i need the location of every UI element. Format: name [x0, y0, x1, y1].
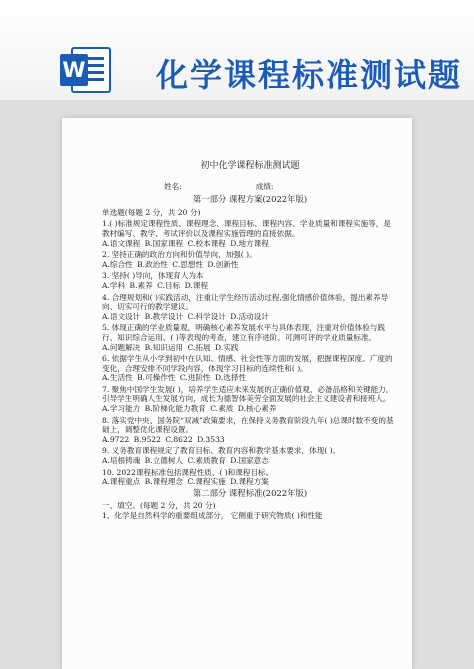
question-options: A.语文课程 B.国家课程 C.校本课程 D.地方课程 — [102, 238, 269, 248]
document-page — [62, 118, 412, 669]
question-8 — [102, 416, 398, 445]
banner-title: 化学课程标准测试题 — [156, 56, 463, 94]
name-score-row — [102, 182, 398, 192]
fill-heading: 一、填空。(每题 2 分，共 20 分) — [102, 501, 216, 511]
question-stem: 9. 义务教育课程规定了教育目标、教育内容和教学基本要求，体现( )。 — [102, 446, 341, 456]
question-stem: 4. 合理规划和( )实践活动，注重让学生经历活动过程,强化情感价值体验，提出素养导向、切实可行的教学建议。 — [102, 292, 389, 312]
question-options: A.9722 B.9522 C.8622 D.3533 — [102, 434, 225, 444]
question-options: A.综合性 B.政治性 C.思想性 D.创新性 — [102, 259, 239, 269]
question-4 — [102, 293, 398, 322]
question-options: A.生活性 B.可操作性 C.进阶性 D.选择性 — [102, 373, 247, 383]
question-6 — [102, 354, 398, 383]
question-options: A.学习能力 B.阶梯化能力教育 C.素质 D.核心素养 — [102, 404, 277, 414]
question-options: A.课程重点 B.课程理念 C.课程实施 D.课程方案 — [102, 477, 269, 487]
part1-title: 第一部分 课程方案(2022年版) — [192, 194, 308, 205]
question-10 — [102, 468, 398, 487]
question-2 — [102, 250, 398, 269]
part2-title: 第二部分 课程标准(2022年版) — [192, 487, 308, 498]
fill-question-1: 1、化学是自然科学的重要组成部分， 它侧重于研究物质( )和性能 — [102, 511, 323, 520]
question-stem: 8. 落实党中央、国务院“双减”政策要求，在保持义务教育阶段九年( )总课时数不变的基础上，调整优化课程设置。 — [102, 415, 394, 435]
question-options: A.语文设计 B.教学设计 C.科学设计 D.活动设计 — [102, 311, 269, 321]
question-stem: 10. 2022课程标准包括课程性质、( )和课程目标。 — [102, 467, 274, 477]
question-3 — [102, 271, 398, 290]
document-title: 初中化学课程标准测试题 — [200, 161, 300, 171]
question-stem: 7. 聚焦中国学生发展( )，培养学生适应未来发展的正确价值观、必备品格和关键能力，引导学生明确人生发展方向，成长为德智体美劳全面发展的社会主义建设者和接班人。 — [102, 384, 394, 404]
section-heading: 单选题(每题 2 分，共 20 分) — [102, 207, 201, 217]
question-9 — [102, 446, 398, 465]
name-label: 姓名: — [164, 181, 182, 191]
question-7 — [102, 385, 398, 414]
question-stem: 2. 坚持正确的政治方向和价值导向，加强( )。 — [102, 250, 257, 260]
banner-header — [0, 0, 474, 100]
document-content — [102, 162, 398, 521]
word-document-icon — [58, 42, 112, 96]
question-options: A.问题解决 B.知识运用 C.拓展 D.实践 — [102, 342, 239, 352]
question-options: A.学科 B.素养 C.目标 D.课程 — [102, 280, 209, 290]
question-5 — [102, 323, 398, 352]
question-options: A.培根铸魂 B.立德树人 C.素质教育 D.国家意志 — [102, 456, 269, 466]
question-stem: 5. 体现正确的学业质量观，明确核心素养发展水平与具体表现，注重对价值体验与践行、知识综合运用、( )等表现的考查，建立有序进阶、可测可评的学业质量标准。 — [102, 323, 386, 342]
question-1 — [102, 219, 398, 248]
word-icon-letter: W — [62, 58, 86, 82]
question-stem: 6. 依据学生从小学到初中在认知、情感、社会性等方面的发展，把握课程深度、广度的变化，合理安排不同学段内容，体现学习目标的连续性和( )。 — [102, 354, 393, 373]
score-label: 成绩: — [255, 181, 274, 191]
question-stem: 3. 坚持( )导向，体现育人为本 — [102, 271, 204, 281]
question-stem: 1.( )标准规定课程性质、课程理念、课程目标、课程内容、学业质量和课程实施等，是教材编写、教学、考试评价以及课程实施管理的直接依据。 — [102, 219, 391, 238]
